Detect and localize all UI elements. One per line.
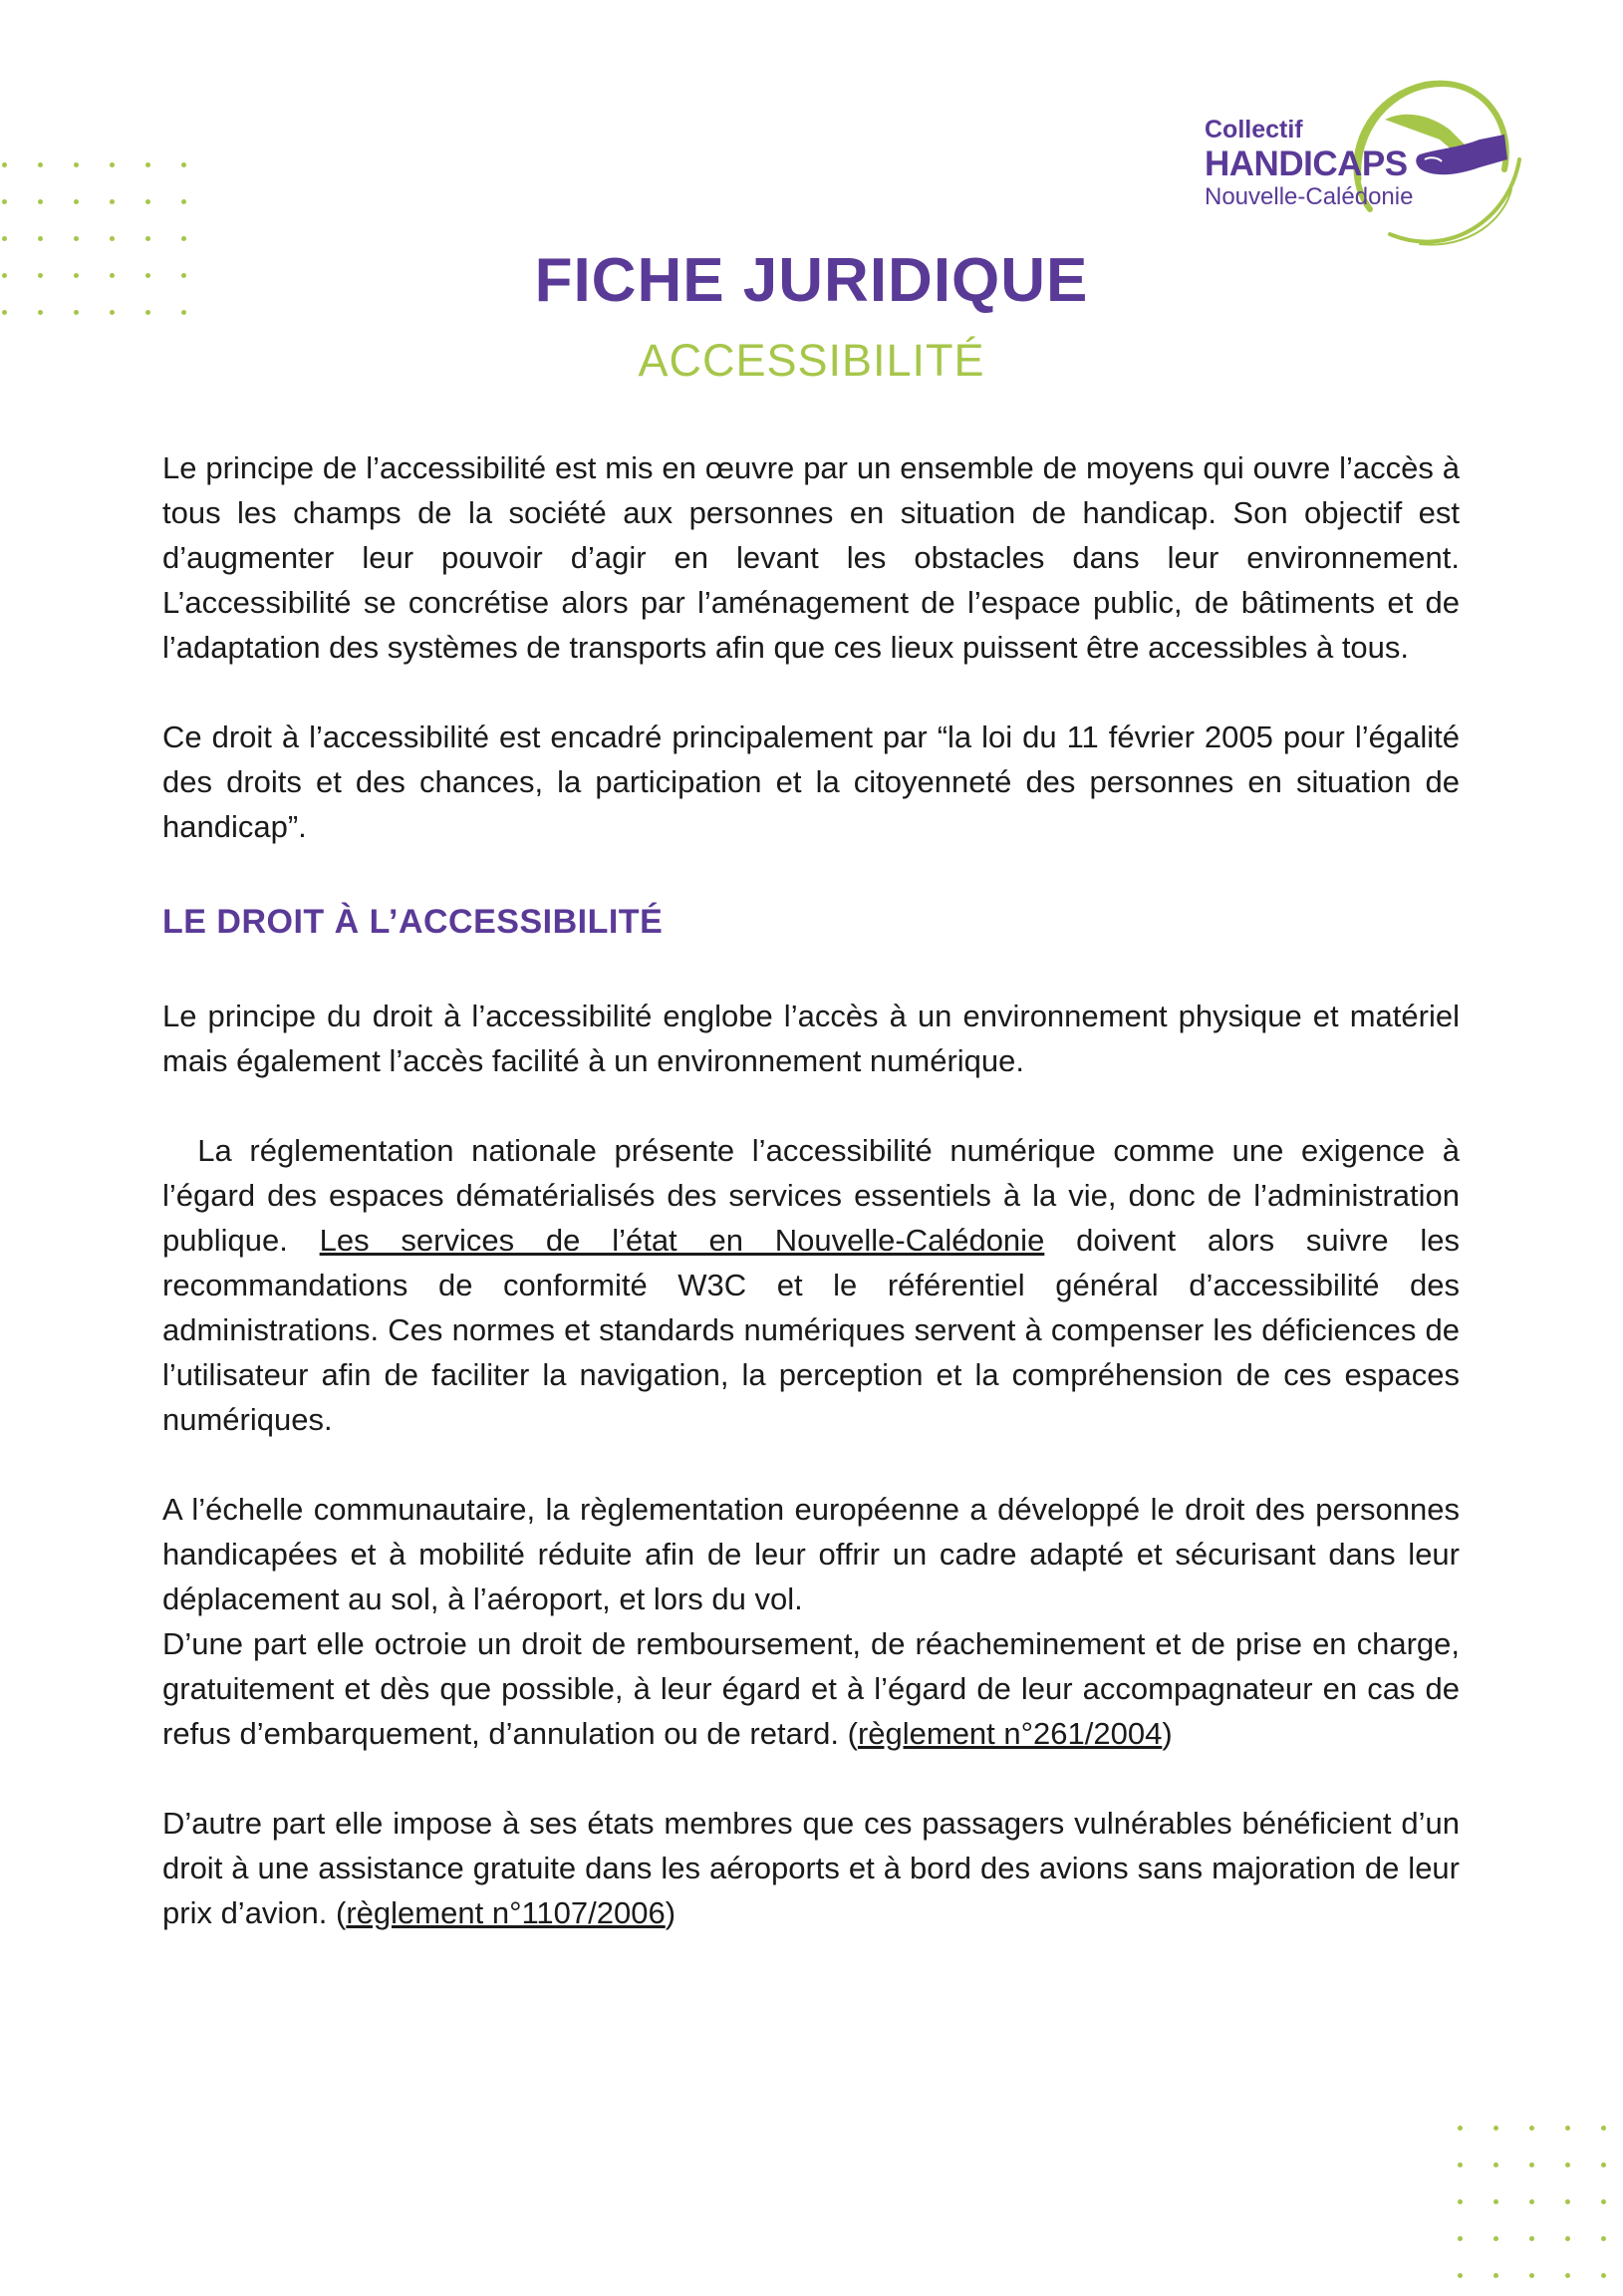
decorative-dot bbox=[1529, 2236, 1534, 2241]
decorative-dot bbox=[1493, 2273, 1498, 2278]
decorative-dot bbox=[1565, 2236, 1570, 2241]
decorative-dot bbox=[38, 236, 43, 241]
decorative-dot bbox=[145, 236, 150, 241]
page-title: FICHE JURIDIQUE bbox=[534, 246, 1089, 315]
decorative-dot bbox=[2, 199, 7, 204]
page-subtitle: ACCESSIBILITÉ bbox=[638, 335, 985, 386]
section-heading: LE DROIT À L’ACCESSIBILITÉ bbox=[162, 903, 664, 941]
logo-line-collectif: Collectif bbox=[1205, 116, 1303, 144]
decorative-dot bbox=[1529, 2126, 1534, 2131]
decorative-dot bbox=[1565, 2126, 1570, 2131]
decorative-dot bbox=[2, 162, 7, 167]
paragraph-text: La réglementation nationale présente l’accessibilité numérique comme une exigence à l’égard des espaces dématérialisés des services essentiels à la vie, donc de l’administration publique. bbox=[162, 1133, 1469, 1258]
decorative-dot bbox=[1565, 2273, 1570, 2278]
decorative-dot bbox=[1493, 2162, 1498, 2167]
decorative-dot bbox=[1458, 2199, 1463, 2204]
decorative-dot bbox=[145, 162, 150, 167]
decorative-dot bbox=[1529, 2273, 1534, 2278]
paragraph-refund-rights bbox=[162, 1621, 1460, 1756]
paragraph-principle: Le principe du droit à l’accessibilité englobe l’accès à un environnement physique et matériel mais également l’accès facilité à un environnement numérique. bbox=[162, 999, 1460, 1078]
decorative-dot bbox=[1493, 2199, 1498, 2204]
decorative-dot bbox=[1529, 2162, 1534, 2167]
decorative-dot bbox=[110, 199, 115, 204]
decorative-dot bbox=[1601, 2273, 1606, 2278]
decorative-dot bbox=[38, 199, 43, 204]
decorative-dot bbox=[1458, 2162, 1463, 2167]
paragraph-assistance bbox=[162, 1801, 1460, 1935]
paragraph-text: ) bbox=[665, 1895, 676, 1930]
decorative-dot bbox=[181, 162, 186, 167]
decorative-dot bbox=[1565, 2162, 1570, 2167]
decorative-dot bbox=[1458, 2236, 1463, 2241]
decorative-dot bbox=[1601, 2236, 1606, 2241]
logo-line-handicaps: HANDICAPS bbox=[1205, 144, 1408, 183]
decorative-dot bbox=[1458, 2126, 1463, 2131]
decorative-dot bbox=[74, 162, 79, 167]
paragraph-national-regulation bbox=[162, 1128, 1469, 1442]
logo-wordmark bbox=[1205, 118, 1413, 209]
decorative-dot bbox=[1458, 2273, 1463, 2278]
paragraph-text: doivent alors suivre les recommandations de conformité W3C et le référentiel général d’accessibilité des administrations. Ces normes et standards numériques servent à compenser les déficiences de l’utilisateur afin de faciliter la navigation, la perception et la compréhension de ces espaces numériques. bbox=[162, 1223, 1460, 1437]
decorative-dot bbox=[74, 236, 79, 241]
decorative-dot bbox=[1601, 2199, 1606, 2204]
decorative-dot bbox=[181, 236, 186, 241]
link-reglement-1107-2006[interactable]: règlement n°1107/2006 bbox=[346, 1895, 666, 1930]
decorative-dot bbox=[38, 162, 43, 167]
paragraph-text: D’autre part elle impose à ses états membres que ces passagers vulnérables bénéficient d’un droit à une assistance gratuite dans les aéroports et à bord des avions sans majoration de leur prix d’avion. ( bbox=[162, 1806, 1460, 1930]
link-services-etat[interactable]: Les services de l’état en Nouvelle-Calédonie bbox=[319, 1223, 1045, 1258]
decorative-dot bbox=[1601, 2162, 1606, 2167]
decorative-dot bbox=[1529, 2199, 1534, 2204]
decorative-dot bbox=[110, 236, 115, 241]
decorative-dot bbox=[1565, 2199, 1570, 2204]
decorative-dot bbox=[1493, 2126, 1498, 2131]
paragraph-text: ) bbox=[1162, 1716, 1173, 1751]
decorative-dot-grid-bottom-right bbox=[1458, 2126, 1606, 2278]
collectif-handicaps-logo bbox=[1201, 60, 1544, 259]
decorative-dot bbox=[145, 199, 150, 204]
decorative-dot bbox=[1493, 2236, 1498, 2241]
decorative-dot bbox=[181, 199, 186, 204]
paragraph-european-regulation: A l’échelle communautaire, la règlementation européenne a développé le droit des personnes handicapées et à mobilité réduite afin de leur offrir un cadre adapté et sécurisant dans leur déplacement au sol, à l’aéroport, et lors du vol. bbox=[162, 1492, 1460, 1616]
paragraph-text: D’une part elle octroie un droit de remboursement, de réacheminement et de prise en charge, gratuitement et dès que possible, à leur égard et à l’égard de leur accompagnateur en cas de refus d’embarquement, d’annulation ou de retard. ( bbox=[162, 1626, 1460, 1751]
decorative-dot bbox=[74, 199, 79, 204]
paragraph-intro: Le principe de l’accessibilité est mis en œuvre par un ensemble de moyens qui ouvre l’accès à tous les champs de la société aux personnes en situation de handicap. Son objectif est d’augmenter leur pouvoir d’agir en levant les obstacles dans leur environnement. L’accessibilité se concrétise alors par l’aménagement de l’espace public, de bâtiments et de l’adaptation des systèmes de transports afin que ces lieux puissent être accessibles à tous. bbox=[162, 450, 1460, 665]
paragraph-law: Ce droit à l’accessibilité est encadré principalement par “la loi du 11 février 2005 pour l’égalité des droits et des chances, la participation et la citoyenneté des personnes en situation de handicap”. bbox=[162, 719, 1460, 844]
decorative-dot bbox=[1601, 2126, 1606, 2131]
decorative-dot bbox=[2, 236, 7, 241]
link-reglement-261-2004[interactable]: règlement n°261/2004 bbox=[857, 1716, 1163, 1751]
logo-line-region: Nouvelle-Calédonie bbox=[1205, 183, 1414, 210]
decorative-dot bbox=[110, 162, 115, 167]
document-body bbox=[162, 445, 1469, 1935]
